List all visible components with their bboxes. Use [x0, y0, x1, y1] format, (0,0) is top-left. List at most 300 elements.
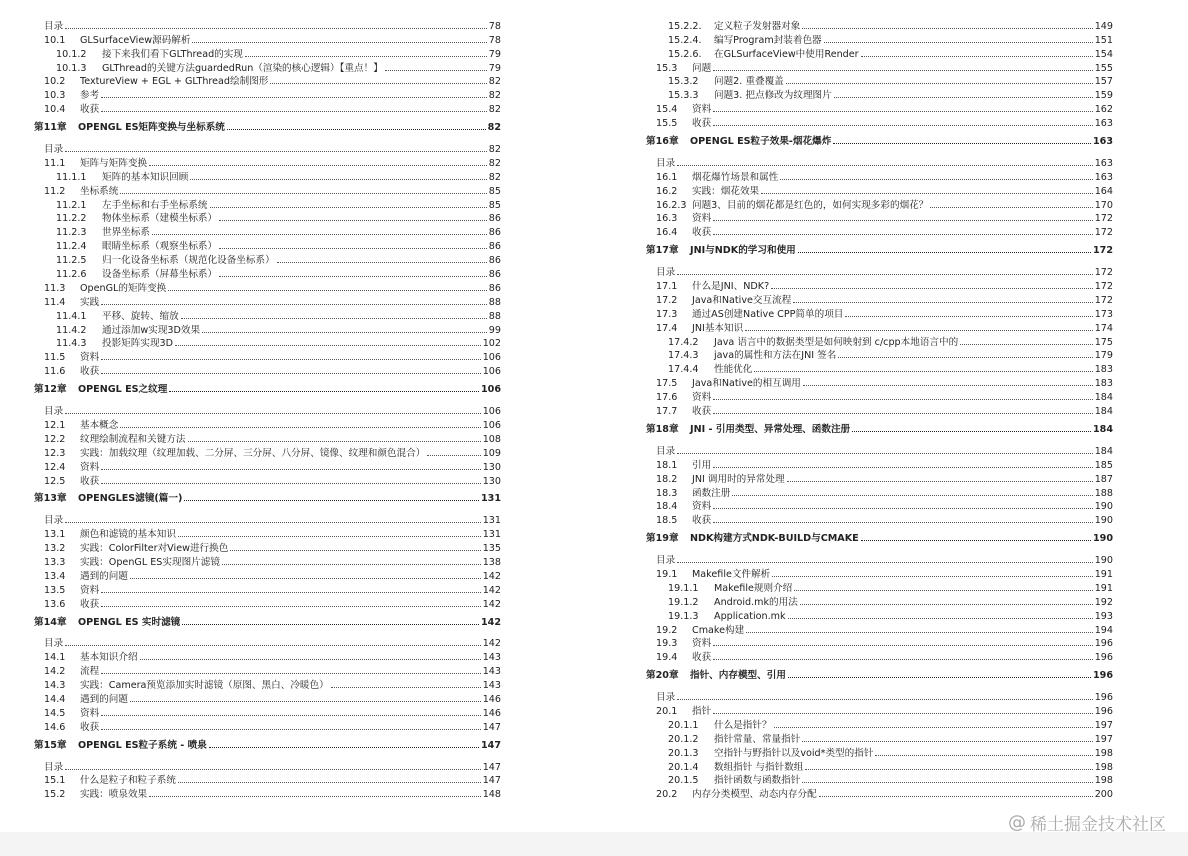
toc-entry[interactable]: [34, 46, 501, 60]
toc-dot-leader: [227, 129, 486, 130]
toc-entry[interactable]: [646, 306, 1113, 320]
toc-entry[interactable]: [646, 512, 1113, 526]
toc-entry-title: 实践：加载纹理（纹理加载、二分屏、三分屏、八分屏、镜像、纹理和颜色混合）: [80, 447, 426, 459]
toc-entry[interactable]: [34, 141, 501, 155]
toc-entry[interactable]: [646, 786, 1113, 800]
toc-entry-number: 18.5: [656, 515, 678, 527]
toc-entry-title: 问题: [692, 62, 712, 74]
toc-entry-number: 11.4.2: [56, 324, 87, 336]
toc-dot-leader: [713, 111, 1093, 112]
toc-dot-leader: [245, 56, 487, 57]
toc-entry[interactable]: [646, 224, 1113, 238]
toc-entry-title: OPENGL ES矩阵变换与坐标系统: [78, 122, 225, 134]
toc-entry[interactable]: [34, 459, 501, 473]
toc-page-number: 131: [482, 515, 501, 527]
toc-entry-title: 矩阵的基本知识回顾: [102, 171, 189, 183]
toc-dot-leader: [175, 345, 481, 346]
toc-page-number: 196: [1094, 652, 1113, 664]
toc-entry[interactable]: [34, 596, 501, 610]
toc-entry[interactable]: [34, 663, 501, 677]
toc-entry[interactable]: [646, 334, 1113, 348]
toc-entry-number: 17.4.2: [668, 336, 699, 348]
toc-dot-leader: [101, 483, 481, 484]
toc-entry[interactable]: [646, 278, 1113, 292]
toc-entry[interactable]: [646, 361, 1113, 375]
toc-entry-title: 目录: [656, 157, 676, 169]
toc-page-number: 173: [1094, 308, 1113, 320]
toc-entry[interactable]: [34, 649, 501, 663]
toc-page-number: 143: [482, 652, 501, 664]
toc-entry-title: 空指针与野指针以及void*类型的指针: [714, 747, 874, 759]
toc-entry[interactable]: [646, 552, 1113, 566]
toc-entry-number: 15.5: [656, 118, 678, 130]
toc-page-number: 131: [482, 529, 501, 541]
toc-entry-title: 编写Program封装着色器: [714, 34, 822, 46]
toc-entry-title: 资料: [692, 501, 712, 513]
toc-page-number: 82: [488, 90, 501, 102]
toc-entry[interactable]: [34, 512, 501, 526]
toc-entry-title: 实践：ColorFilter对View进行换色: [80, 543, 229, 555]
toc-entry[interactable]: [646, 101, 1113, 115]
toc-entry[interactable]: [646, 211, 1113, 225]
toc-entry[interactable]: [34, 280, 501, 294]
toc-entry-title: 资料: [692, 638, 712, 650]
toc-dot-leader: [713, 234, 1093, 235]
toc-entry-title: 定义粒子发射器对象: [714, 20, 801, 32]
toc-dot-leader: [101, 469, 481, 470]
toc-entry-number: 19.1.3: [668, 610, 699, 622]
toc-page-number: 193: [1094, 610, 1113, 622]
toc-page-number: 130: [482, 475, 501, 487]
toc-entry-number: 15.3: [656, 62, 678, 74]
toc-entry[interactable]: [646, 87, 1113, 101]
toc-entry-number: 14.1: [44, 652, 66, 664]
toc-entry-title: 内存分类模型、动态内存分配: [692, 789, 817, 801]
toc-entry-number: 10.3: [44, 90, 66, 102]
toc-page-number: 82: [488, 144, 501, 156]
toc-entry-title: JNI 调用时的异常处理: [692, 473, 785, 485]
toc-dot-leader: [120, 193, 486, 194]
toc-entry-number: 17.7: [656, 406, 678, 418]
toc-entry[interactable]: [34, 101, 501, 115]
toc-entry[interactable]: [34, 582, 501, 596]
toc-page-number: 184: [1092, 423, 1113, 435]
toc-page-number: 194: [1094, 624, 1113, 636]
toc-entry[interactable]: [34, 183, 501, 197]
toc-entry-title: 接下来我们看下GLThread的实现: [102, 48, 243, 60]
toc-entry[interactable]: [34, 677, 501, 691]
toc-entry-title: 遇到的问题: [80, 570, 128, 582]
toc-entry[interactable]: [646, 499, 1113, 513]
toc-entry-number: 11.2.6: [56, 269, 87, 281]
toc-entry[interactable]: [34, 759, 501, 773]
toc-entry[interactable]: [34, 308, 501, 322]
toc-page-number: 172: [1094, 213, 1113, 225]
toc-entry[interactable]: [646, 183, 1113, 197]
toc-entry-title: Cmake构建: [692, 624, 745, 636]
toc-entry-number: 20.1: [656, 705, 678, 717]
toc-entry-title: 参考: [80, 90, 100, 102]
toc-entry[interactable]: [646, 264, 1113, 278]
toc-entry[interactable]: [34, 705, 501, 719]
toc-entry[interactable]: [646, 566, 1113, 580]
toc-entry[interactable]: [34, 403, 501, 417]
toc-dot-leader: [771, 288, 1093, 289]
toc-entry-title: 收获: [692, 652, 712, 664]
toc-entry[interactable]: [34, 568, 501, 582]
toc-entry-number: 17.1: [656, 281, 678, 293]
toc-entry[interactable]: [646, 292, 1113, 306]
toc-dot-leader: [713, 508, 1093, 509]
toc-entry[interactable]: [646, 74, 1113, 88]
toc-entry-number: 第19章: [646, 533, 679, 545]
toc-entry[interactable]: [34, 169, 501, 183]
toc-dot-leader: [130, 578, 481, 579]
toc-entry-number: 12.5: [44, 475, 66, 487]
toc-entry-number: 11.1.1: [56, 171, 87, 183]
toc-entry-number: 第15章: [34, 739, 67, 751]
toc-entry[interactable]: [646, 169, 1113, 183]
toc-dot-leader: [960, 344, 1092, 345]
toc-entry[interactable]: [34, 526, 501, 540]
toc-entry[interactable]: [646, 457, 1113, 471]
toc-entry[interactable]: [34, 32, 501, 46]
toc-entry-number: 17.4: [656, 322, 678, 334]
toc-dot-leader: [772, 576, 1092, 577]
toc-entry[interactable]: [34, 18, 501, 32]
toc-entry-number: 11.4.1: [56, 310, 87, 322]
toc-entry[interactable]: [646, 608, 1113, 622]
toc-entry-number: 10.4: [44, 104, 66, 116]
watermark-text: 稀土掘金技术社区: [1030, 815, 1166, 835]
toc-entry-number: 15.3.3: [668, 90, 699, 102]
toc-entry[interactable]: [646, 636, 1113, 650]
toc-dot-leader: [713, 125, 1093, 126]
toc-dot-leader: [794, 590, 1092, 591]
toc-entry-number: 19.1.2: [668, 596, 699, 608]
toc-entry-title: 左手坐标和右手坐标系统: [102, 199, 208, 211]
toc-page-number: 197: [1094, 733, 1113, 745]
toc-entry[interactable]: [34, 294, 501, 308]
toc-entry-title: 资料: [80, 584, 100, 596]
toc-entry[interactable]: [34, 773, 501, 787]
toc-page-number: 154: [1094, 48, 1113, 60]
toc-page-number: 172: [1094, 267, 1113, 279]
toc-dot-leader: [101, 673, 481, 674]
toc-entry-number: 18.2: [656, 473, 678, 485]
toc-entry-title: 纹理绘制流程和关键方法: [80, 433, 186, 445]
toc-page-number: 88: [488, 310, 501, 322]
toc-entry-title: 资料: [692, 392, 712, 404]
toc-entry[interactable]: [646, 485, 1113, 499]
toc-entry[interactable]: [34, 211, 501, 225]
toc-page-number: 191: [1094, 582, 1113, 594]
toc-entry[interactable]: [646, 773, 1113, 787]
toc-page-number: 82: [488, 104, 501, 116]
toc-page-number: 196: [1094, 638, 1113, 650]
toc-entry-title: Android.mk的用法: [714, 596, 798, 608]
toc-entry-title: 世界坐标系: [102, 227, 150, 239]
toc-entry-number: 13.1: [44, 529, 66, 541]
toc-dot-leader: [713, 659, 1093, 660]
toc-entry[interactable]: [34, 74, 501, 88]
toc-entry-title: 实践：烟花效果: [692, 185, 760, 197]
toc-dot-leader: [788, 677, 1091, 678]
toc-entry[interactable]: [646, 622, 1113, 636]
toc-entry-number: 19.3: [656, 638, 678, 650]
toc-page-number: 170: [1094, 199, 1113, 211]
toc-chapter-heading[interactable]: [646, 242, 1113, 256]
toc-dot-leader: [798, 252, 1091, 253]
toc-page-number: 86: [488, 282, 501, 294]
toc-chapter-heading[interactable]: [34, 119, 501, 133]
toc-entry-number: 10.1.2: [56, 48, 87, 60]
toc-page-number: 183: [1094, 364, 1113, 376]
toc-page-number: 142: [482, 598, 501, 610]
toc-column-right: [646, 18, 1113, 800]
toc-entry-number: 17.2: [656, 294, 678, 306]
toc-chapter-heading[interactable]: [646, 133, 1113, 147]
toc-page-number: 86: [488, 241, 501, 253]
toc-entry-title: OpenGL的矩阵变换: [80, 282, 167, 294]
toc-page-number: 82: [488, 76, 501, 88]
toc-entry[interactable]: [646, 389, 1113, 403]
toc-dot-leader: [219, 248, 487, 249]
toc-dot-leader: [184, 500, 479, 501]
toc-page-number: 191: [1094, 568, 1113, 580]
toc-entry[interactable]: [34, 322, 501, 336]
toc-entry[interactable]: [646, 759, 1113, 773]
toc-entry[interactable]: [646, 115, 1113, 129]
toc-chapter-heading[interactable]: [646, 421, 1113, 435]
toc-page-number: 85: [488, 199, 501, 211]
toc-page-number: 187: [1094, 473, 1113, 485]
toc-entry[interactable]: [34, 336, 501, 350]
toc-entry-title: 资料: [80, 352, 100, 364]
toc-entry-title: 目录: [44, 761, 64, 773]
toc-page-number: 155: [1094, 62, 1113, 74]
toc-entry-title: 什么是粒子和粒子系统: [80, 775, 176, 787]
toc-dot-leader: [101, 606, 481, 607]
toc-dot-leader: [713, 522, 1093, 523]
watermark-at-icon: @: [1008, 812, 1026, 833]
toc-dot-leader: [101, 111, 487, 112]
toc-entry[interactable]: [34, 540, 501, 554]
toc-page-number: 86: [488, 213, 501, 225]
toc-page-number: 138: [482, 556, 501, 568]
toc-page-number: 200: [1094, 789, 1113, 801]
toc-entry[interactable]: [34, 554, 501, 568]
toc-entry-number: 第16章: [646, 136, 679, 148]
toc-page-number: 147: [480, 739, 501, 751]
toc-entry[interactable]: [646, 745, 1113, 759]
toc-chapter-heading[interactable]: [646, 530, 1113, 544]
toc-entry[interactable]: [34, 431, 501, 445]
toc-entry-title: 什么是JNI、NDK?: [692, 281, 770, 293]
toc-dot-leader: [677, 274, 1093, 275]
toc-entry[interactable]: [646, 60, 1113, 74]
toc-dot-leader: [277, 262, 487, 263]
toc-page-number: 190: [1092, 533, 1113, 545]
toc-entry-title: Java和Native的相互调用: [692, 378, 801, 390]
toc-entry[interactable]: [34, 636, 501, 650]
toc-entry[interactable]: [34, 238, 501, 252]
toc-page-number: 82: [488, 171, 501, 183]
toc-entry-number: 19.1: [656, 568, 678, 580]
toc-entry[interactable]: [646, 197, 1113, 211]
toc-page-number: 88: [488, 296, 501, 308]
toc-entry[interactable]: [646, 348, 1113, 362]
toc-entry[interactable]: [34, 417, 501, 431]
toc-entry-number: 14.4: [44, 693, 66, 705]
toc-dot-leader: [65, 28, 487, 29]
toc-entry[interactable]: [646, 320, 1113, 334]
toc-entry[interactable]: [646, 18, 1113, 32]
toc-page-number: 148: [482, 789, 501, 801]
toc-entry-number: 11.4.3: [56, 338, 87, 350]
toc-entry[interactable]: [646, 649, 1113, 663]
toc-dot-leader: [713, 399, 1093, 400]
toc-dot-leader: [833, 143, 1091, 144]
toc-entry-number: 第18章: [646, 423, 679, 435]
toc-entry[interactable]: [646, 471, 1113, 485]
toc-entry-number: 第13章: [34, 493, 67, 505]
toc-entry[interactable]: [34, 197, 501, 211]
toc-entry-number: 第17章: [646, 245, 679, 257]
toc-page-number: 196: [1092, 670, 1113, 682]
toc-page-number: 151: [1094, 34, 1113, 46]
toc-entry-title: 引用: [692, 459, 712, 471]
toc-entry[interactable]: [34, 60, 501, 74]
toc-dot-leader: [875, 755, 1092, 756]
toc-entry[interactable]: [34, 155, 501, 169]
toc-page-number: 79: [488, 62, 501, 74]
toc-entry-number: 13.3: [44, 556, 66, 568]
toc-dot-leader: [101, 97, 487, 98]
toc-entry[interactable]: [34, 266, 501, 280]
toc-page-number: 172: [1094, 294, 1113, 306]
toc-entry[interactable]: [34, 224, 501, 238]
toc-page-number: 99: [488, 324, 501, 336]
toc-page-number: 163: [1094, 118, 1113, 130]
toc-page-number: 184: [1094, 392, 1113, 404]
toc-entry[interactable]: [34, 691, 501, 705]
toc-entry-title: OPENGL ES之纹理: [78, 384, 168, 396]
toc-dot-leader: [65, 151, 487, 152]
toc-page-number: 142: [480, 616, 501, 628]
toc-dot-leader: [219, 276, 487, 277]
toc-entry-number: 12.3: [44, 447, 66, 459]
toc-entry[interactable]: [646, 32, 1113, 46]
toc-entry-number: 15.3.2: [668, 76, 699, 88]
toc-entry[interactable]: [646, 731, 1113, 745]
toc-dot-leader: [101, 373, 481, 374]
toc-entry-title: 目录: [656, 267, 676, 279]
toc-entry-number: 11.5: [44, 352, 66, 364]
toc-entry-title: 资料: [692, 213, 712, 225]
toc-entry[interactable]: [646, 689, 1113, 703]
toc-entry-title: 指针常量、常量指针: [714, 733, 801, 745]
toc-chapter-heading[interactable]: [646, 667, 1113, 681]
toc-entry[interactable]: [34, 473, 501, 487]
toc-page-number: 79: [488, 48, 501, 60]
toc-chapter-heading[interactable]: [34, 737, 501, 751]
toc-entry-title: Java 语言中的数据类型是如何映射到 c/cpp本地语言中的: [714, 336, 959, 348]
toc-dot-leader: [385, 70, 487, 71]
toc-entry-title: 收获: [692, 227, 712, 239]
toc-entry[interactable]: [34, 445, 501, 459]
toc-dot-leader: [192, 42, 486, 43]
toc-entry-number: 12.1: [44, 419, 66, 431]
toc-dot-leader: [65, 769, 481, 770]
toc-entry-title: 问题3、目前的烟花都是红色的，如何实现多彩的烟花？: [692, 199, 929, 211]
toc-entry-number: 13.6: [44, 598, 66, 610]
toc-entry[interactable]: [34, 349, 501, 363]
toc-entry-title: 基本知识介绍: [80, 652, 138, 664]
toc-chapter-heading[interactable]: [34, 614, 501, 628]
toc-chapter-heading[interactable]: [34, 491, 501, 505]
toc-page-number: 82: [487, 122, 501, 134]
toc-entry-number: 12.2: [44, 433, 66, 445]
toc-entry[interactable]: [646, 155, 1113, 169]
toc-entry[interactable]: [646, 717, 1113, 731]
toc-entry[interactable]: [646, 375, 1113, 389]
toc-entry-number: 11.2: [44, 185, 66, 197]
toc-page-number: 86: [488, 227, 501, 239]
toc-page-number: 106: [482, 352, 501, 364]
toc-page-number: 162: [1094, 104, 1113, 116]
toc-entry[interactable]: [646, 580, 1113, 594]
toc-entry[interactable]: [34, 719, 501, 733]
toc-entry-title: GLThread的关键方法guardedRun（渲染的核心逻辑）【重点！】: [102, 62, 383, 74]
toc-entry[interactable]: [34, 252, 501, 266]
toc-page-number: 172: [1094, 227, 1113, 239]
toc-entry[interactable]: [646, 443, 1113, 457]
toc-entry-title: 平移、旋转、缩放: [102, 310, 179, 322]
toc-entry[interactable]: [646, 403, 1113, 417]
toc-entry-title: Makefile规则介绍: [714, 582, 793, 594]
toc-entry[interactable]: [646, 46, 1113, 60]
toc-dot-leader: [427, 455, 480, 456]
toc-dot-leader: [819, 796, 1093, 797]
toc-dot-leader: [209, 747, 479, 748]
toc-entry-title: 矩阵与矩阵变换: [80, 157, 148, 169]
toc-entry-title: 收获: [80, 104, 100, 116]
toc-entry[interactable]: [34, 786, 501, 800]
toc-entry[interactable]: [646, 703, 1113, 717]
toc-entry-title: 收获: [80, 598, 100, 610]
toc-entry-title: 设备坐标系（屏幕坐标系）: [102, 269, 218, 281]
toc-entry-number: 18.4: [656, 501, 678, 513]
toc-page-number: 159: [1094, 90, 1113, 102]
toc-entry-title: 通过AS创建Native CPP简单的项目: [692, 308, 844, 320]
toc-entry-number: 11.2.5: [56, 255, 87, 267]
toc-page-number: 190: [1094, 555, 1113, 567]
toc-dot-leader: [713, 220, 1093, 221]
toc-dot-leader: [713, 645, 1093, 646]
toc-chapter-heading[interactable]: [34, 381, 501, 395]
toc-entry-title: 收获: [692, 118, 712, 130]
toc-page-number: 146: [482, 707, 501, 719]
toc-entry-number: 11.2.2: [56, 213, 87, 225]
toc-dot-leader: [787, 481, 1093, 482]
toc-entry[interactable]: [34, 363, 501, 377]
toc-page-number: 147: [482, 775, 501, 787]
toc-dot-leader: [101, 729, 481, 730]
toc-entry[interactable]: [646, 594, 1113, 608]
toc-dot-leader: [677, 165, 1093, 166]
toc-entry[interactable]: [34, 87, 501, 101]
